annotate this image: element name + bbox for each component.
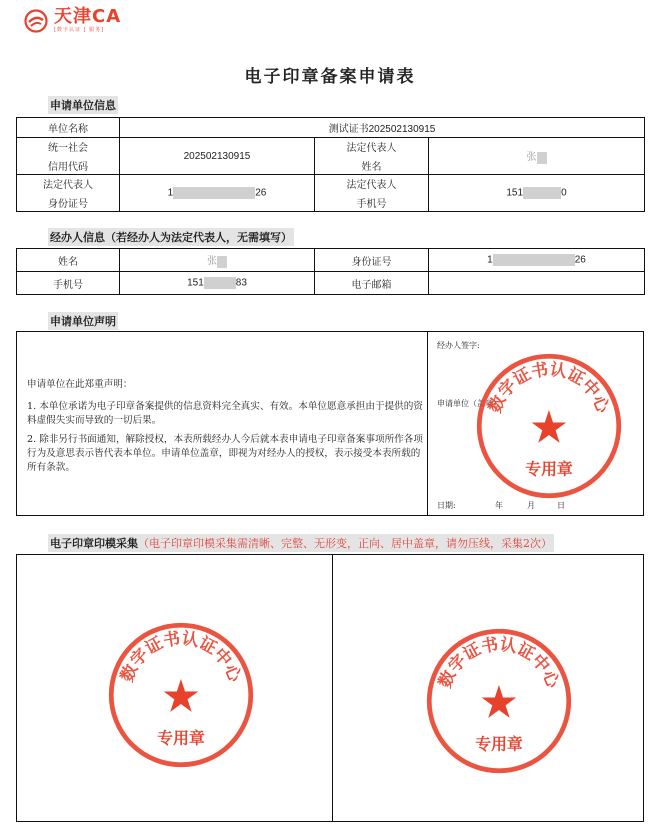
logo-tagline: [数字认证 ] 服务]	[54, 27, 105, 33]
day-label: 日	[557, 501, 565, 510]
legal-phone-label: 法定代表人 手机号	[315, 175, 429, 212]
declaration-item-1: 1. 本单位承诺为电子印章备案提供的信息资料完全真实、有效。本单位愿意承担由于提供的资料虚假失实而导致的一切后果。	[27, 401, 423, 426]
legal-name-label: 法定代表人 姓名	[315, 138, 429, 175]
declaration-item-2: 2. 除非另行书面通知，解除授权，本表所载经办人今后就本表申请电子印章备案事项所作各项行为及意思表示皆代表本单位。申请单位盖章，即视为对经办人的授权，表示接受本表所载的所有条款。	[27, 434, 423, 473]
unit-name-value: 测试证书202502130915	[120, 118, 645, 138]
seal-arc-text: 数字证书认证中心	[434, 633, 564, 691]
unit-name-label: 单位名称	[17, 118, 120, 138]
year-label: 年	[495, 501, 503, 510]
logo	[24, 8, 121, 33]
month-label: 月	[527, 501, 535, 510]
seal-sample-1	[107, 621, 255, 769]
agent-sign-label: 经办人签字:	[437, 341, 480, 350]
agent-id-value: 1 26	[429, 249, 645, 272]
agent-email-value	[429, 272, 645, 295]
seal-arc-text: 数字证书认证中心	[116, 627, 246, 685]
seal-collection-heading: 电子印章印模采集（电子印章印模采集需清晰、完整、无形变，正向、居中盖章，请勿压线，采集2次）	[48, 534, 554, 552]
seal-bottom-text: 专用章	[157, 728, 205, 748]
legal-phone-value: 151 0	[429, 175, 645, 212]
legal-id-label: 法定代表人 身份证号	[17, 175, 120, 212]
legal-name-value: 张	[429, 138, 645, 175]
declaration-text-cell	[17, 332, 428, 515]
seal-bottom-text: 专用章	[475, 734, 523, 754]
agent-phone-label: 手机号	[17, 272, 120, 295]
seal-arc-text: 数字证书认证中心	[484, 358, 614, 416]
logo-text: 天津CA	[54, 6, 122, 27]
legal-id-value: 1 26	[120, 175, 315, 212]
agent-info-table	[16, 248, 645, 295]
agent-name-value: 张	[120, 249, 315, 272]
seal-star-icon: ★	[163, 672, 199, 720]
document-title: 电子印章备案申请表	[244, 67, 416, 87]
declaration-box	[16, 331, 644, 516]
declaration-section-heading: 申请单位声明	[48, 312, 118, 330]
credit-code-label: 统一社会 信用代码	[17, 138, 120, 175]
agent-email-label: 电子邮箱	[315, 272, 429, 295]
unit-seal-stamp	[475, 352, 623, 500]
seal-bottom-text: 专用章	[525, 459, 573, 479]
agent-section-heading: 经办人信息（若经办人为法定代表人，无需填写）	[48, 228, 294, 246]
agent-phone-value: 151 83	[120, 272, 315, 295]
seal-sample-2	[425, 627, 573, 775]
seal-star-icon: ★	[481, 678, 517, 726]
applicant-info-table	[16, 117, 645, 212]
seal-collection-area	[16, 554, 644, 822]
applicant-section-heading: 申请单位信息	[48, 96, 118, 114]
agent-id-label: 身份证号	[315, 249, 429, 272]
seal-collection-note: （电子印章印模采集需清晰、完整、无形变，正向、居中盖章，请勿压线，采集2次）	[138, 537, 552, 550]
agent-name-label: 姓名	[17, 249, 120, 272]
seal-star-icon: ★	[531, 403, 567, 451]
declaration-intro: 申请单位在此郑重声明：	[27, 379, 133, 390]
logo-mark-icon	[24, 9, 48, 33]
credit-code-value: 202502130915	[120, 138, 315, 175]
seal-divider	[332, 555, 333, 821]
unit-seal-label: 申请单位（盖章）	[437, 399, 501, 408]
date-label: 日期:	[437, 501, 456, 510]
